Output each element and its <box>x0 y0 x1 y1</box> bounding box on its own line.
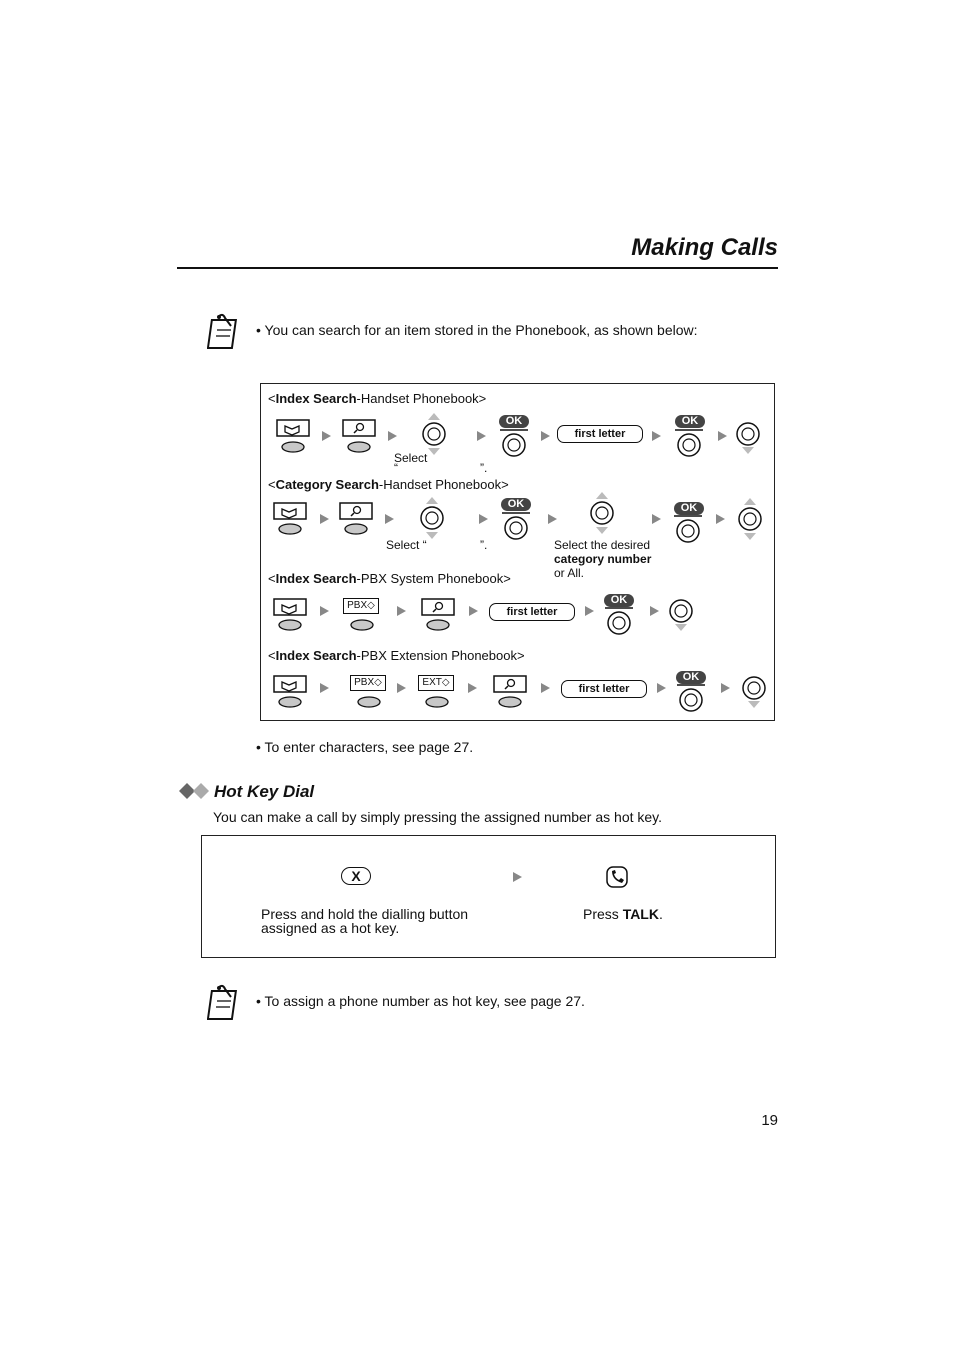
ok-label: OK <box>676 671 706 684</box>
arrow-icon <box>388 431 397 441</box>
arrow-icon <box>585 606 594 616</box>
arrow-icon <box>513 872 522 882</box>
pbx-key-icon <box>349 614 375 632</box>
navigator-down-icon <box>740 674 768 710</box>
dial-key-icon: X <box>341 867 371 885</box>
arrow-icon <box>469 606 478 616</box>
note-icon <box>207 312 243 352</box>
hot-key-heading: Hot Key Dial <box>214 782 315 801</box>
arrow-icon <box>320 514 329 524</box>
talk-button-icon <box>605 865 629 889</box>
search-key-icon <box>338 501 376 537</box>
hot-key-box <box>201 835 776 958</box>
hot-key-step2: Press TALK. <box>583 906 663 922</box>
category-handset-header: <Category Search-Handset Phonebook> <box>268 477 509 492</box>
arrow-icon <box>657 683 666 693</box>
hot-key-description: You can make a call by simply pressing the assigned number as hot key. <box>213 809 663 825</box>
ok-button-icon <box>675 683 707 713</box>
arrow-icon <box>541 683 550 693</box>
arrow-icon <box>652 431 661 441</box>
note-text: To assign a phone number as hot key, see page 27. <box>264 993 585 1009</box>
arrow-icon <box>322 431 331 441</box>
index-pbx-system-header: <Index Search-PBX System Phonebook> <box>268 571 511 586</box>
arrow-icon <box>650 606 659 616</box>
page-title: Making Calls <box>631 234 778 261</box>
ok-button-icon <box>603 606 635 636</box>
note-bullet-chars <box>256 739 473 755</box>
bullet: • <box>256 322 261 338</box>
ok-label: OK <box>675 415 705 428</box>
arrow-icon <box>716 514 725 524</box>
ok-button-icon <box>672 514 704 544</box>
note-text: To enter characters, see page 27. <box>264 739 474 755</box>
arrow-icon <box>477 431 486 441</box>
diamond-bullet-icon <box>179 783 211 799</box>
arrow-icon <box>397 606 406 616</box>
navigator-updown-icon <box>736 497 764 541</box>
phonebook-key-icon <box>272 501 310 537</box>
pbx-key-icon <box>356 691 382 709</box>
first-letter-pill: first letter <box>557 425 643 443</box>
navigator-down-icon <box>734 420 762 456</box>
ok-label: OK <box>501 498 531 511</box>
select-label: Select <box>394 451 428 465</box>
navigator-updown-icon <box>420 412 448 456</box>
select-label: Select “ <box>386 538 427 552</box>
note-bullet-1 <box>256 322 698 338</box>
arrow-icon <box>320 606 329 616</box>
navigator-updown-icon <box>588 491 616 535</box>
search-key-icon <box>341 418 379 454</box>
arrow-icon <box>479 514 488 524</box>
arrow-icon <box>721 683 730 693</box>
pbx-key-label: PBX◇ <box>350 675 386 691</box>
page-number: 19 <box>761 1112 778 1129</box>
arrow-icon <box>718 431 727 441</box>
note-icon <box>207 983 243 1023</box>
ok-label: OK <box>604 594 634 607</box>
ok-button-icon <box>498 428 530 458</box>
bullet: • <box>256 739 261 755</box>
bullet: • <box>256 993 261 1009</box>
arrow-icon <box>385 514 394 524</box>
arrow-icon <box>397 683 406 693</box>
phonebook-key-icon <box>272 674 310 710</box>
hot-key-step1: Press and hold the dialling button assigned as a hot key. <box>261 906 469 936</box>
close-quote: ”. <box>480 461 488 475</box>
search-key-icon <box>492 674 530 710</box>
phonebook-key-icon <box>275 418 313 454</box>
title-rule <box>177 267 778 269</box>
navigator-down-icon <box>667 597 695 633</box>
phonebook-key-icon <box>272 597 310 633</box>
arrow-icon <box>541 431 550 441</box>
search-key-icon <box>420 597 458 633</box>
arrow-icon <box>320 683 329 693</box>
open-quote: “ <box>394 461 398 475</box>
ok-label: OK <box>499 415 529 428</box>
ok-button-icon <box>500 511 532 541</box>
arrow-icon <box>548 514 557 524</box>
close-quote: ”. <box>480 538 488 552</box>
index-pbx-extension-header: <Index Search-PBX Extension Phonebook> <box>268 648 525 663</box>
category-desc: Select the desired category number or All. <box>554 538 652 580</box>
ext-key-label: EXT◇ <box>418 675 454 691</box>
navigator-updown-icon <box>418 496 446 540</box>
index-handset-header: <Index Search-Handset Phonebook> <box>268 391 487 406</box>
first-letter-pill: first letter <box>561 680 647 698</box>
arrow-icon <box>652 514 661 524</box>
first-letter-pill: first letter <box>489 603 575 621</box>
note-bullet-2 <box>256 993 585 1009</box>
pbx-key-label: PBX◇ <box>343 598 379 614</box>
ok-label: OK <box>674 502 704 515</box>
arrow-icon <box>468 683 477 693</box>
note-text: You can search for an item stored in the Phonebook, as shown below: <box>264 322 698 338</box>
ext-key-icon <box>424 691 450 709</box>
ok-button-icon <box>673 428 705 458</box>
